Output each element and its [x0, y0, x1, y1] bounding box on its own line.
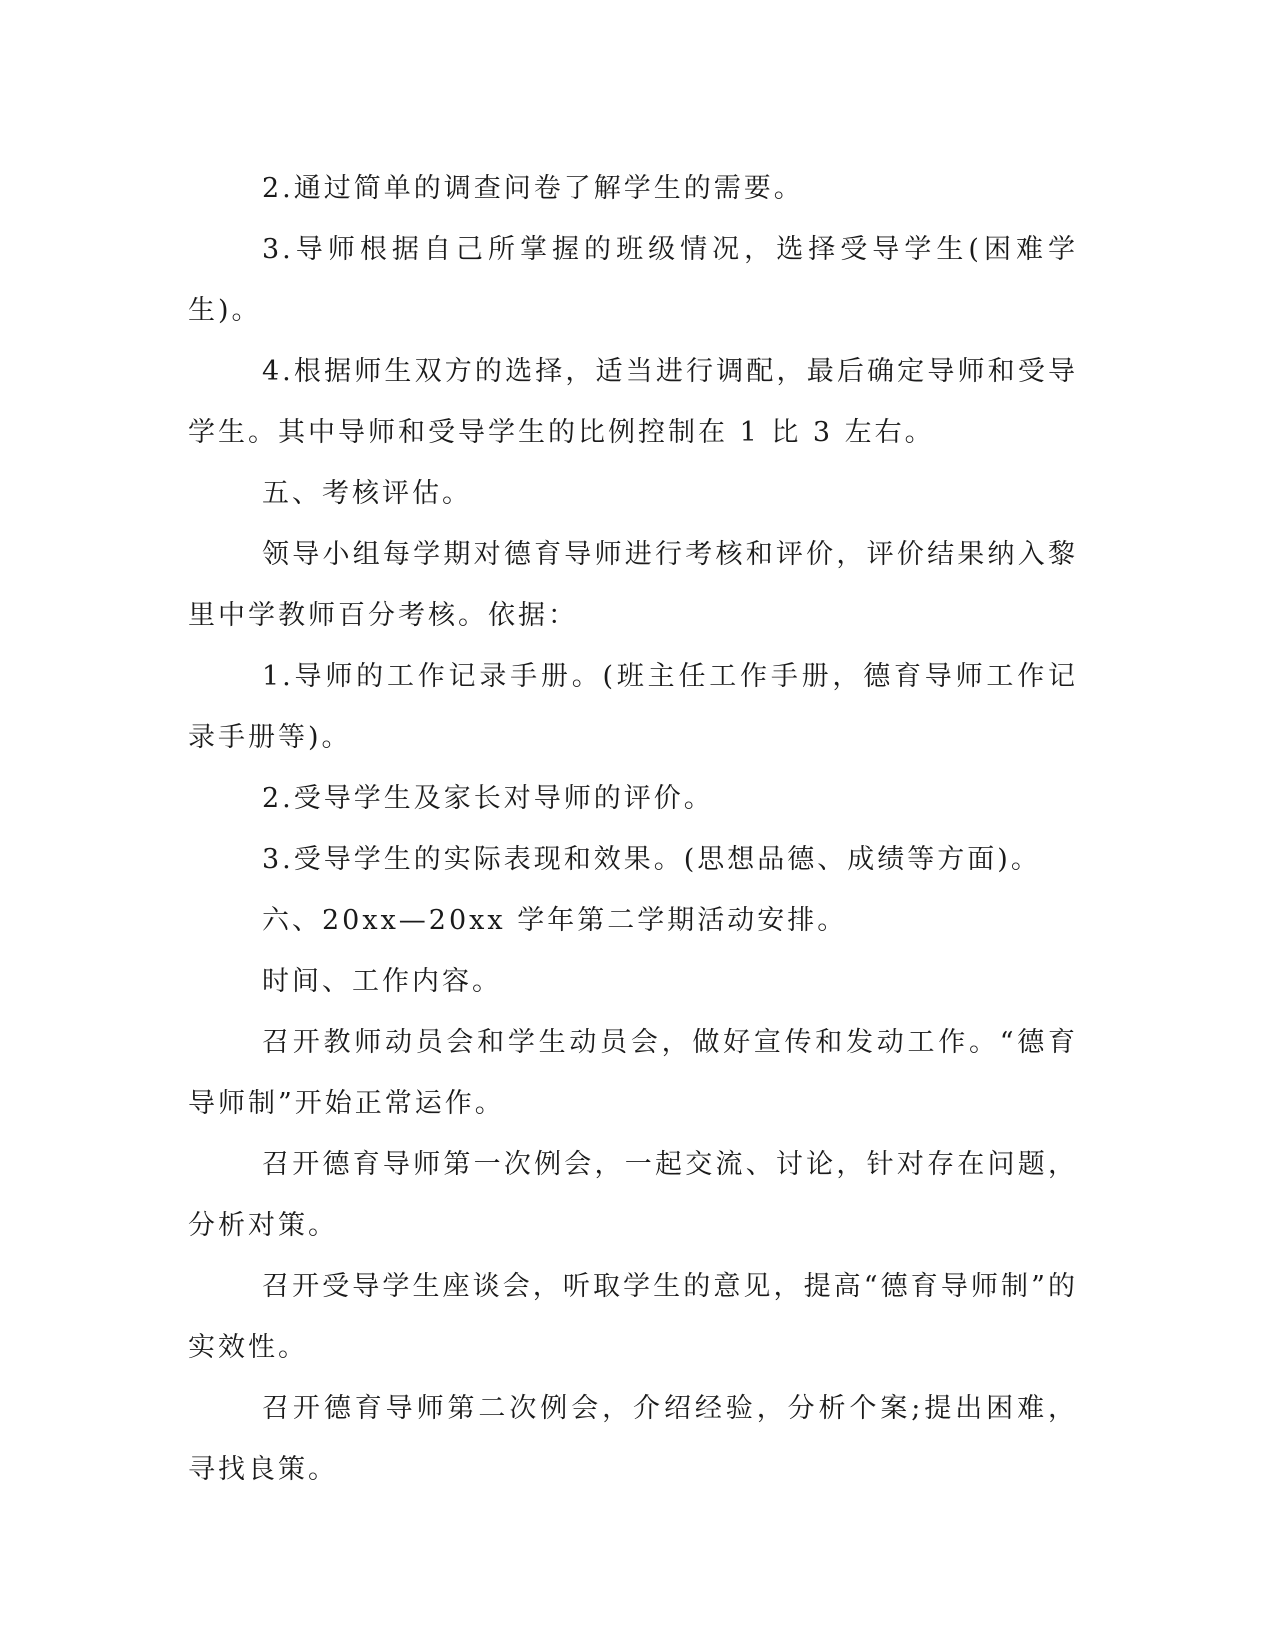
paragraph-12: 召开德育导师第二次例会，介绍经验，分析个案;提出困难，寻找良策。 [188, 1393, 1078, 1485]
paragraph-11: 召开受导学生座谈会，听取学生的意见，提高“德育导师制”的实效性。 [188, 1271, 1078, 1363]
paragraph-2: 3.导师根据自己所掌握的班级情况，选择受导学生(困难学生)。 [188, 234, 1078, 326]
section-heading-6: 六、20xx—20xx 学年第二学期活动安排。 [262, 905, 848, 936]
paragraph-4: 领导小组每学期对德育导师进行考核和评价，评价结果纳入黎里中学教师百分考核。依据： [188, 539, 1078, 631]
paragraph-9: 召开教师动员会和学生动员会，做好宣传和发动工作。“德育导师制”开始正常运作。 [188, 1027, 1078, 1119]
paragraph-10: 召开德育导师第一次例会，一起交流、讨论，针对存在问题，分析对策。 [188, 1149, 1078, 1241]
section-heading-5: 五、考核评估。 [262, 478, 472, 509]
paragraph-7: 3.受导学生的实际表现和效果。(思想品德、成绩等方面)。 [262, 844, 1041, 875]
paragraph-1: 2.通过简单的调查问卷了解学生的需要。 [262, 173, 804, 204]
paragraph-8: 时间、工作内容。 [262, 966, 502, 997]
paragraph-3: 4.根据师生双方的选择，适当进行调配，最后确定导师和受导学生。其中导师和受导学生的比例控制在 1 比 3 左右。 [188, 356, 1078, 448]
paragraph-6: 2.受导学生及家长对导师的评价。 [262, 783, 714, 814]
paragraph-5: 1.导师的工作记录手册。(班主任工作手册，德育导师工作记录手册等)。 [188, 661, 1078, 753]
document-body [188, 158, 1078, 1500]
